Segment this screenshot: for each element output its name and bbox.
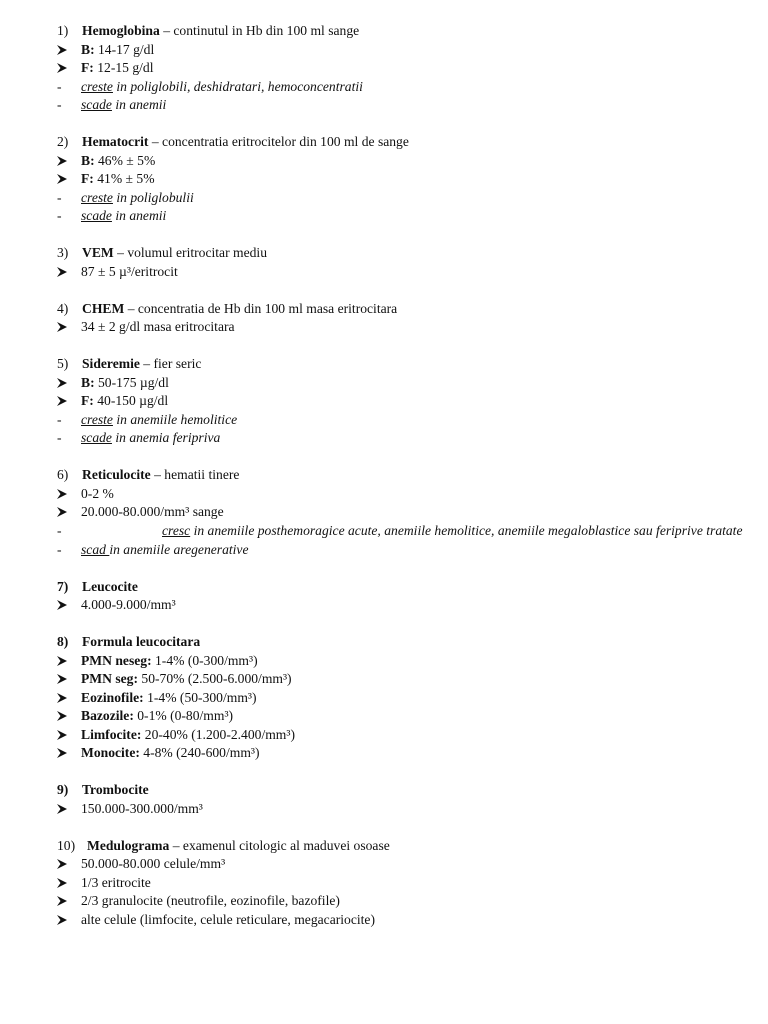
bullet-item	[0, 911, 768, 930]
item-text	[81, 207, 166, 226]
section-heading	[82, 22, 359, 41]
section-description: – concentratia eritrocitelor din 100 ml de sange	[148, 134, 409, 149]
bullet-marker	[56, 503, 68, 522]
dash-item	[0, 96, 768, 115]
item-text	[162, 522, 768, 540]
arrowhead-bullet-icon	[56, 729, 68, 741]
arrowhead-bullet-icon	[56, 155, 68, 167]
item-keyword: cresc	[162, 522, 191, 538]
section-heading	[82, 466, 239, 485]
arrowhead-bullet-icon	[56, 506, 68, 518]
item-value: 87 ± 5 µ³/eritrocit	[81, 263, 178, 279]
section-title: Reticulocite	[82, 467, 151, 482]
dash-item	[0, 189, 768, 208]
item-text	[81, 392, 168, 411]
item-text	[81, 263, 178, 282]
item-label: Bazozile:	[81, 708, 134, 723]
dash-bullet: -	[57, 97, 62, 112]
item-text	[81, 485, 114, 504]
bullet-item	[0, 392, 768, 411]
item-value: 50.000-80.000 celule/mm³	[81, 856, 226, 871]
arrowhead-bullet-icon	[56, 877, 68, 889]
item-value: 20-40% (1.200-2.400/mm³)	[141, 726, 295, 742]
item-keyword: scad	[81, 541, 110, 557]
item-text	[81, 670, 292, 689]
section-title-line	[0, 355, 768, 374]
dash-bullet: -	[57, 411, 62, 427]
bullet-marker	[56, 892, 68, 911]
arrowhead-bullet-icon	[56, 747, 68, 759]
arrowhead-bullet-icon	[56, 655, 68, 667]
arrowhead-bullet-icon	[56, 173, 68, 185]
section-number: 2)	[57, 134, 69, 149]
section-3	[0, 244, 768, 281]
bullet-item	[0, 374, 768, 393]
item-text	[81, 800, 203, 819]
section-7	[0, 578, 768, 615]
item-value: 50-70% (2.500-6.000/mm³)	[138, 671, 292, 686]
item-text	[81, 541, 249, 560]
item-value: in anemiile posthemoragice acute, anemiile hemolitice, anemiile megaloblastice sau feriprive tratate	[190, 522, 743, 538]
bullet-marker	[56, 707, 68, 726]
bullet-marker	[56, 374, 68, 393]
bullet-marker	[56, 59, 68, 78]
bullet-item	[0, 596, 768, 615]
section-heading	[82, 578, 138, 597]
arrowhead-bullet-icon	[56, 710, 68, 722]
item-label: F:	[81, 393, 94, 408]
bullet-item	[0, 170, 768, 189]
item-text	[81, 911, 375, 930]
item-value: alte celule (limfocite, celule reticulare, megacariocite)	[81, 911, 375, 927]
arrowhead-bullet-icon	[56, 377, 68, 389]
section-description: – concentratia de Hb din 100 ml masa eritrocitara	[124, 300, 398, 316]
item-label: F:	[81, 171, 94, 186]
bullet-item	[0, 800, 768, 819]
item-value: in poliglobili, deshidratari, hemoconcentratii	[112, 78, 363, 94]
section-number: 4)	[57, 300, 69, 316]
section-number: 6)	[57, 467, 69, 482]
bullet-item	[0, 892, 768, 911]
bullet-marker	[56, 152, 68, 171]
item-value: 12-15 g/dl	[93, 60, 154, 75]
item-text	[81, 41, 154, 60]
section-title: CHEM	[82, 300, 125, 316]
bullet-marker	[56, 670, 68, 689]
bullet-item	[0, 707, 768, 726]
section-heading	[82, 633, 200, 652]
dash-bullet: -	[57, 208, 62, 223]
section-number: 3)	[57, 245, 69, 260]
item-text	[81, 374, 169, 393]
item-text	[81, 744, 260, 763]
item-text	[81, 96, 166, 115]
section-title-line	[0, 633, 768, 652]
item-keyword: scade	[81, 208, 112, 223]
arrowhead-bullet-icon	[56, 599, 68, 611]
dash-item	[0, 429, 768, 448]
section-title-line	[0, 22, 768, 41]
item-label: F:	[81, 60, 94, 75]
dash-item	[0, 522, 768, 541]
item-value: 4.000-9.000/mm³	[81, 597, 176, 612]
item-label: B:	[81, 374, 95, 390]
item-value: in anemiile hemolitice	[112, 411, 238, 427]
item-value: 150.000-300.000/mm³	[81, 800, 203, 816]
bullet-item	[0, 744, 768, 763]
section-title: Leucocite	[82, 578, 138, 594]
section-heading	[87, 837, 390, 856]
item-value: 2/3 granulocite (neutrofile, eozinofile, bazofile)	[81, 893, 340, 908]
bullet-item	[0, 874, 768, 893]
bullet-item	[0, 152, 768, 171]
section-8	[0, 633, 768, 763]
item-text	[81, 503, 224, 522]
section-title: Formula leucocitara	[82, 634, 201, 649]
arrowhead-bullet-icon	[56, 44, 68, 56]
arrowhead-bullet-icon	[56, 895, 68, 907]
section-title-line	[0, 133, 768, 152]
arrowhead-bullet-icon	[56, 321, 68, 333]
bullet-marker	[56, 726, 68, 745]
item-text	[81, 689, 257, 708]
section-description: – fier seric	[139, 356, 202, 371]
section-title: Sideremie	[82, 356, 140, 371]
bullet-marker	[56, 392, 68, 411]
item-text	[81, 652, 258, 671]
bullet-marker	[56, 263, 68, 282]
arrowhead-bullet-icon	[56, 488, 68, 500]
item-text	[81, 59, 154, 78]
bullet-marker	[56, 318, 68, 337]
arrowhead-bullet-icon	[56, 62, 68, 74]
section-title-line	[0, 244, 768, 263]
section-number: 8)	[57, 634, 69, 649]
item-text	[81, 411, 237, 430]
section-10	[0, 837, 768, 930]
item-value: 0-1% (0-80/mm³)	[133, 708, 234, 723]
section-title: VEM	[82, 245, 114, 260]
arrowhead-bullet-icon	[56, 914, 68, 926]
item-text	[81, 78, 363, 97]
section-number: 9)	[57, 782, 69, 797]
section-title-line	[0, 300, 768, 319]
dash-bullet: -	[57, 189, 62, 205]
section-6	[0, 466, 768, 559]
arrowhead-bullet-icon	[56, 266, 68, 278]
item-label: B:	[81, 41, 95, 57]
item-value: in poliglobulii	[112, 189, 194, 205]
item-text	[81, 318, 235, 337]
item-value: 46% ± 5%	[94, 152, 156, 168]
item-value: 1-4% (0-300/mm³)	[151, 652, 258, 668]
bullet-marker	[56, 689, 68, 708]
section-5	[0, 355, 768, 448]
section-description: – hematii tinere	[150, 467, 240, 482]
item-value: 41% ± 5%	[93, 171, 155, 186]
section-heading	[82, 300, 397, 319]
bullet-item	[0, 726, 768, 745]
section-number: 1)	[57, 23, 69, 38]
item-keyword: scade	[81, 97, 112, 112]
section-9	[0, 781, 768, 818]
item-text	[81, 170, 155, 189]
bullet-item	[0, 652, 768, 671]
section-title: Hematocrit	[82, 134, 149, 149]
item-value: 14-17 g/dl	[94, 41, 155, 57]
bullet-item	[0, 41, 768, 60]
item-text	[81, 707, 233, 726]
bullet-marker	[56, 170, 68, 189]
item-value: 1/3 eritrocite	[81, 874, 151, 890]
item-label: PMN neseg:	[81, 652, 152, 668]
item-value: 40-150 µg/dl	[93, 393, 169, 408]
bullet-marker	[56, 874, 68, 893]
section-number: 10)	[57, 837, 76, 853]
item-label: Monocite:	[81, 745, 140, 760]
section-heading	[82, 133, 409, 152]
section-2	[0, 133, 768, 226]
bullet-item	[0, 59, 768, 78]
section-description: – examenul citologic al maduvei osoase	[169, 837, 390, 853]
dash-item	[0, 411, 768, 430]
item-text	[81, 429, 220, 448]
item-label: B:	[81, 152, 95, 168]
dash-bullet: -	[57, 430, 62, 445]
section-heading	[82, 781, 149, 800]
item-text	[81, 726, 295, 745]
section-heading	[82, 244, 267, 263]
arrowhead-bullet-icon	[56, 803, 68, 815]
item-label: Eozinofile:	[81, 689, 144, 705]
dash-bullet: -	[57, 541, 62, 557]
item-keyword: scade	[81, 430, 112, 445]
arrowhead-bullet-icon	[56, 692, 68, 704]
bullet-item	[0, 689, 768, 708]
section-title: Hemoglobina	[82, 23, 160, 38]
bullet-item	[0, 263, 768, 282]
item-value: 20.000-80.000/mm³ sange	[81, 504, 224, 519]
bullet-marker	[56, 485, 68, 504]
dash-item	[0, 78, 768, 97]
item-value: 50-175 µg/dl	[94, 374, 169, 390]
item-text	[81, 892, 340, 911]
item-label: Limfocite:	[81, 726, 142, 742]
section-1	[0, 22, 768, 115]
section-heading	[82, 355, 201, 374]
bullet-marker	[56, 596, 68, 615]
item-keyword: creste	[81, 78, 113, 94]
section-number: 7)	[57, 578, 69, 594]
arrowhead-bullet-icon	[56, 673, 68, 685]
section-description: – continutul in Hb din 100 ml sange	[159, 23, 360, 38]
dash-item	[0, 207, 768, 226]
section-number: 5)	[57, 356, 69, 371]
section-title-line	[0, 578, 768, 597]
item-value: in anemia feripriva	[111, 430, 221, 445]
section-title-line	[0, 781, 768, 800]
item-value: in anemii	[111, 208, 167, 223]
bullet-item	[0, 485, 768, 504]
item-text	[81, 152, 155, 171]
section-description: – volumul eritrocitar mediu	[113, 245, 267, 260]
item-keyword: creste	[81, 411, 113, 427]
item-text	[81, 596, 176, 615]
arrowhead-bullet-icon	[56, 858, 68, 870]
section-title: Trombocite	[82, 782, 149, 797]
item-keyword: creste	[81, 189, 113, 205]
section-4	[0, 300, 768, 337]
bullet-marker	[56, 855, 68, 874]
item-label: PMN seg:	[81, 671, 138, 686]
arrowhead-bullet-icon	[56, 395, 68, 407]
document-page	[0, 22, 768, 948]
item-value: 34 ± 2 g/dl masa eritrocitara	[81, 319, 235, 334]
dash-bullet: -	[57, 78, 62, 94]
section-title-line	[0, 837, 768, 856]
bullet-marker	[56, 41, 68, 60]
section-title: Medulograma	[87, 837, 170, 853]
bullet-marker	[56, 911, 68, 930]
dash-item	[0, 541, 768, 560]
item-text	[81, 874, 151, 893]
item-text	[81, 189, 194, 208]
bullet-item	[0, 503, 768, 522]
item-value: in anemii	[111, 97, 167, 112]
item-value: 0-2 %	[81, 485, 114, 501]
bullet-item	[0, 855, 768, 874]
bullet-item	[0, 318, 768, 337]
section-title-line	[0, 466, 768, 485]
dash-bullet: -	[57, 522, 62, 538]
item-value: 4-8% (240-600/mm³)	[139, 745, 260, 760]
bullet-marker	[56, 652, 68, 671]
bullet-marker	[56, 800, 68, 819]
bullet-marker	[56, 744, 68, 763]
item-value: in anemiile aregenerative	[109, 541, 249, 557]
bullet-item	[0, 670, 768, 689]
item-text	[81, 855, 225, 874]
item-value: 1-4% (50-300/mm³)	[143, 689, 257, 705]
